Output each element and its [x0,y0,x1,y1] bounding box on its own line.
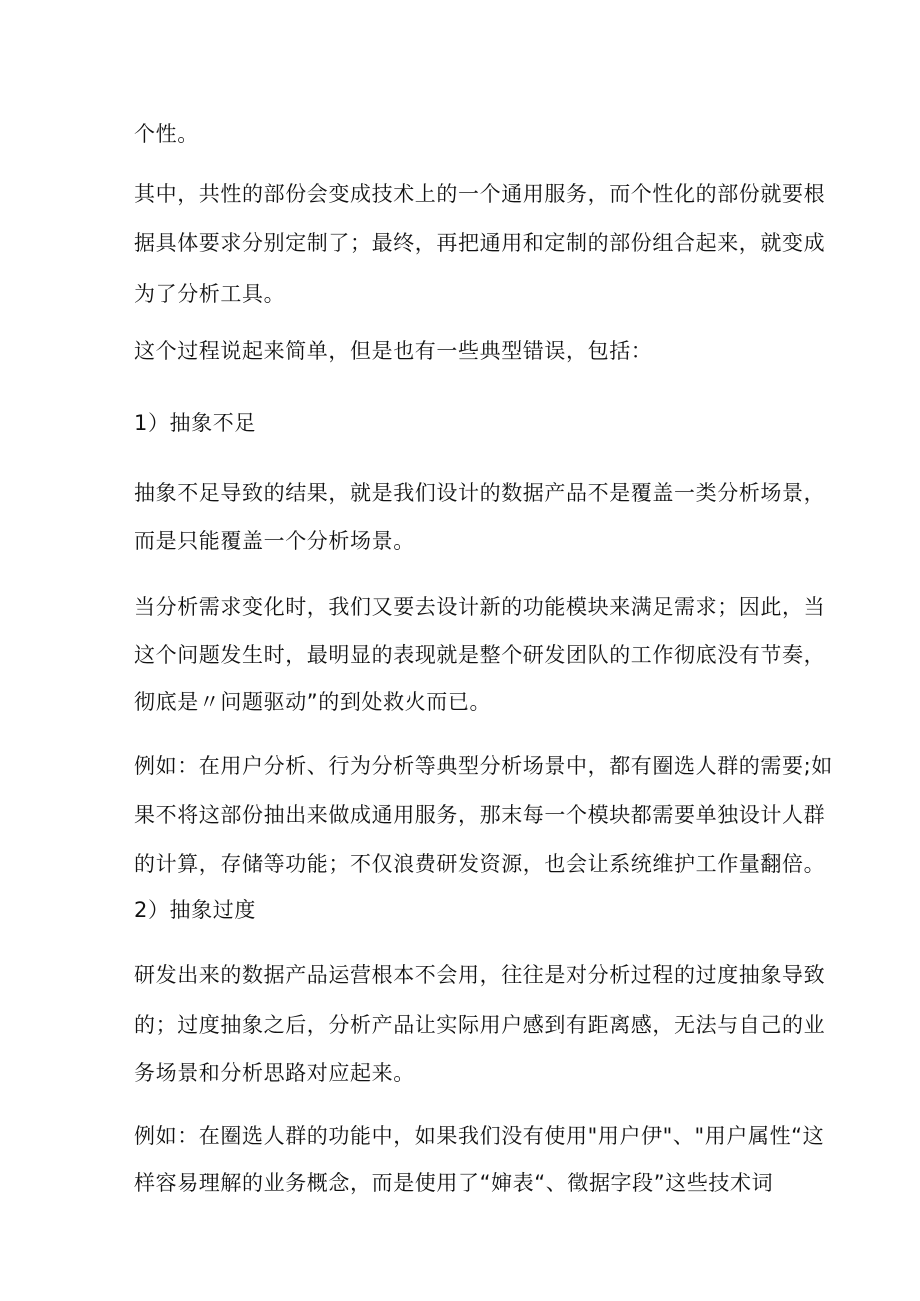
text-line: 这个问题发生时，最明显的表现就是整个研发团队的工作彻底没有节奏， [134,643,826,667]
section-heading: 1）抽象不足 [134,411,256,435]
text-line: 当分析需求变化时，我们又要去设计新的功能模块来满足需求；因此，当 [134,595,826,619]
text-line: 据具体要求分别定制了；最终，再把通用和定制的部份组合起来，就变成 [134,231,826,255]
text-line: 而是只能覆盖一个分析场景。 [134,529,415,553]
text-line: 果不将这部份抽出来做成通用服务，那末每一个模块都需要单独设计人群 [134,803,826,827]
text-line: 抽象不足导致的结果，就是我们设计的数据产品不是覆盖一类分析场景， [134,481,826,505]
text-line: 务场景和分析思路对应起来。 [134,1061,415,1085]
text-line: 为了分析工具。 [134,282,286,306]
text-line: 彻底是〃问题驱动”的到处救火而已。 [134,690,492,714]
text-line: 的计算，存储等功能；不仅浪费研发资源，也会让系统维护工作量翻倍。 [134,852,826,876]
text-line: 其中，共性的部份会变成技术上的一个通用服务，而个性化的部份就要根 [134,182,826,206]
text-line: 样容易理解的业务概念，而是使用了“婶表“、徵据字段”这些技术词 [134,1171,774,1195]
text-line: 例如：在圈选人群的功能中，如果我们没有使用"用户伊"、"用户属性“这 [134,1124,825,1148]
text-line: 个性。 [134,122,199,146]
text-line: 例如：在用户分析、行为分析等典型分析场景中，都有圈选人群的需要;如 [134,754,833,778]
section-heading: 2）抽象过度 [134,898,256,922]
text-line: 的；过度抽象之后，分析产品让实际用户感到有距离感，无法与自己的业 [134,1013,826,1037]
text-line: 这个过程说起来简单，但是也有一些典型错误，包括： [134,339,653,363]
text-line: 研发出来的数据产品运营根本不会用，往往是对分析过程的过度抽象导致 [134,963,826,987]
